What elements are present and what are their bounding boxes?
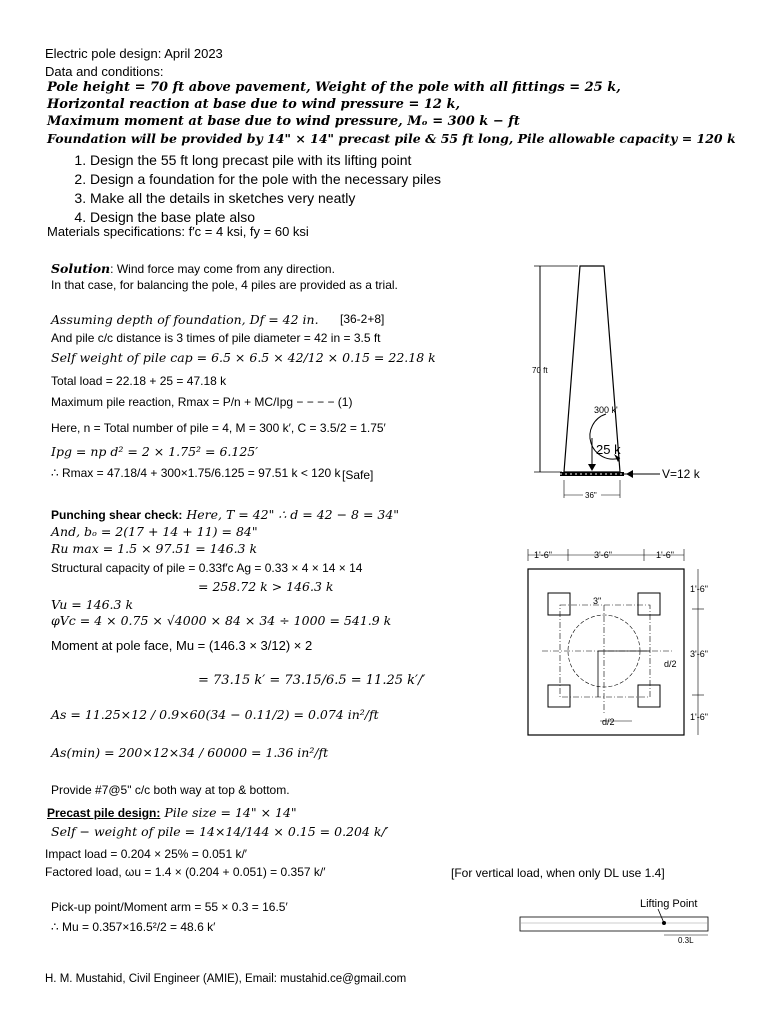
factored-load: Factored load, ωu = 1.4 × (0.204 + 0.051) = 0.357 k/′ bbox=[45, 865, 326, 879]
lifting-point-figure bbox=[518, 893, 718, 948]
structural-capacity: Structural capacity of pile = 0.33f′c Ag = 0.33 × 4 × 14 × 14 bbox=[51, 561, 363, 575]
pole-height-label: 70 ft bbox=[532, 366, 548, 375]
pole-elevation-figure bbox=[528, 262, 718, 507]
ultimate-reaction: Ru max = 1.5 × 97.51 = 146.3 k bbox=[51, 541, 258, 556]
pile-cap-plan-figure bbox=[522, 545, 722, 745]
pile-square bbox=[638, 685, 660, 707]
steel-area: As = 11.25×12 / 0.9×60(34 − 0.11/2) = 0.074 in²/ft bbox=[51, 707, 379, 722]
top-dim-2: 3'-6" bbox=[594, 550, 612, 560]
lifting-point-marker bbox=[662, 921, 666, 925]
pile-count: Here, n = Total number of pile = 4, M = 300 k′, C = 3.5/2 = 1.75′ bbox=[51, 421, 386, 435]
shear-capacity: φVc = 4 × 0.75 × √4000 × 84 × 34 ÷ 1000 = 541.9 k bbox=[51, 613, 392, 628]
pile-line-1 bbox=[47, 806, 297, 821]
materials-spec: Materials specifications: f′c = 4 ksi, fy = 60 ksi bbox=[47, 224, 309, 239]
footer-credit: H. M. Mustahid, Civil Engineer (AMIE), Email: mustahid.ce@gmail.com bbox=[45, 973, 407, 985]
foundation-depth-note: [36-2+8] bbox=[340, 312, 385, 326]
pickup-point: Pick-up point/Moment arm = 55 × 0.3 = 16.5′ bbox=[51, 900, 288, 914]
pile-square bbox=[548, 685, 570, 707]
total-load: Total load = 22.18 + 25 = 47.18 k bbox=[51, 374, 227, 388]
half-depth-label: d/2 bbox=[602, 717, 615, 727]
pile-self-weight: Self − weight of pile = 14×14/144 × 0.15 = 0.204 k/′ bbox=[51, 824, 389, 839]
solution-text: : Wind force may come from any direction. bbox=[110, 262, 335, 276]
solution-label: Solution bbox=[51, 261, 111, 276]
moment-label: 300 k' bbox=[594, 405, 618, 415]
pile-label: Precast pile design: bbox=[47, 806, 161, 820]
task-item: 1. Design the 55 ft long precast pile with its lifting point bbox=[90, 151, 441, 170]
right-dim-1: 1'-6" bbox=[690, 584, 708, 594]
impact-load: Impact load = 0.204 × 25% = 0.051 k/′ bbox=[45, 847, 248, 861]
right-dim-2: 3'-6" bbox=[690, 649, 708, 659]
lifting-point-label: Lifting Point bbox=[640, 898, 698, 910]
task-item: 4. Design the base plate also bbox=[90, 208, 441, 227]
condition-4: Foundation will be provided by 14" × 14" precast pile & 55 ft long, Pile allowable capacity = 120 k bbox=[47, 131, 736, 146]
lifting-distance-label: 0.3L bbox=[678, 936, 694, 945]
offset-dim: 3" bbox=[593, 596, 602, 606]
condition-2: Horizontal reaction at base due to wind pressure = 12 k, bbox=[47, 97, 461, 112]
max-pile-reaction: ∴ Rmax = 47.18/4 + 300×1.75/6.125 = 97.51 k < 120 k bbox=[51, 466, 341, 480]
pile-square bbox=[638, 593, 660, 615]
data-heading: Data and conditions: bbox=[45, 64, 164, 79]
reaction-label: V=12 k bbox=[662, 467, 700, 481]
pile-cap-outline bbox=[528, 569, 684, 735]
pile-group-inertia: Ipg = np d² = 2 × 1.75² = 6.125′ bbox=[51, 444, 259, 459]
reinforcement-provision: Provide #7@5" c/c both way at top & bottom. bbox=[51, 783, 290, 797]
safe-note: [Safe] bbox=[342, 468, 374, 482]
structural-capacity-result: = 258.72 k > 146.3 k bbox=[198, 579, 334, 594]
top-dim-1: 1'-6" bbox=[534, 550, 552, 560]
pile-size: Pile size = 14" × 14" bbox=[160, 805, 297, 820]
moment-at-pole-face: Moment at pole face, Mu = (146.3 × 3/12) × 2 bbox=[51, 638, 313, 653]
moment-result: = 73.15 k′ = 73.15/6.5 = 11.25 k′/′ bbox=[198, 673, 426, 688]
max-pile-reaction-formula: Maximum pile reaction, Rmax = P/n + MC/Ipg − − − − (1) bbox=[51, 395, 353, 409]
pile-square bbox=[548, 593, 570, 615]
solution-line-2: In that case, for balancing the pole, 4 piles are provided as a trial. bbox=[51, 278, 398, 292]
pile-cap-weight: Self weight of pile cap = 6.5 × 6.5 × 42/12 × 0.15 = 22.18 k bbox=[51, 350, 436, 365]
minimum-steel-area: As(min) = 200×12×34 / 60000 = 1.36 in²/ft bbox=[51, 745, 329, 760]
task-list bbox=[62, 151, 441, 227]
right-dim-3: 1'-6" bbox=[690, 712, 708, 722]
punching-text: Here, T = 42" ∴ d = 42 − 8 = 34" bbox=[182, 507, 400, 522]
task-item: 2. Design a foundation for the pole with the necessary piles bbox=[90, 170, 441, 189]
document-title: Electric pole design: April 2023 bbox=[45, 46, 223, 61]
condition-3: Maximum moment at base due to wind pressure, Mₒ = 300 k − ft bbox=[47, 114, 520, 129]
top-dim-3: 1'-6" bbox=[656, 550, 674, 560]
vertical-load-note: [For vertical load, when only DL use 1.4] bbox=[451, 866, 665, 880]
half-depth-label: d/2 bbox=[664, 659, 677, 669]
solution-line-1 bbox=[51, 262, 335, 277]
task-item: 3. Make all the details in sketches very neatly bbox=[90, 189, 441, 208]
pile-moment: ∴ Mu = 0.357×16.5²/2 = 48.6 k′ bbox=[51, 920, 216, 934]
load-label: 25 k bbox=[596, 442, 621, 457]
punching-label: Punching shear check: bbox=[51, 508, 183, 522]
punching-line-1 bbox=[51, 508, 399, 523]
punching-perimeter: And, bₒ = 2(17 + 14 + 11) = 84" bbox=[51, 524, 258, 539]
foundation-depth: Assuming depth of foundation, Df = 42 in. bbox=[51, 312, 319, 327]
pile-spacing: And pile c/c distance is 3 times of pile diameter = 42 in = 3.5 ft bbox=[51, 331, 381, 345]
pile-elevation bbox=[520, 917, 708, 931]
condition-1: Pole height = 70 ft above pavement, Weight of the pole with all fittings = 25 k, bbox=[47, 80, 621, 95]
base-width-label: 36" bbox=[585, 491, 597, 500]
shear-demand: Vu = 146.3 k bbox=[51, 597, 134, 612]
